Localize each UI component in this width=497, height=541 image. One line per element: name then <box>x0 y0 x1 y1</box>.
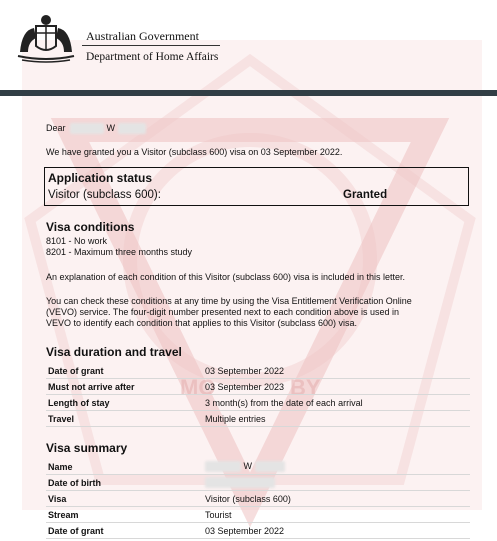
row-value: 03 September 2023 <box>203 379 470 395</box>
row-key: Length of stay <box>46 395 203 411</box>
vevo-paragraph-line: You can check these conditions at any time by using the Visa Entitlement Verification Online <box>46 296 412 306</box>
row-key: Date of grant <box>46 523 203 539</box>
table-row <box>46 523 470 539</box>
summary-title: Visa summary <box>46 441 128 455</box>
redacted-name <box>70 123 104 134</box>
row-key: Date of grant <box>46 363 203 379</box>
status-value: Granted <box>343 189 388 201</box>
row-key: Travel <box>46 411 203 427</box>
table-row <box>46 459 470 475</box>
status-label: Visitor (subclass 600): <box>48 189 161 201</box>
watermark-text-1: MO <box>180 375 216 400</box>
row-key: Stream <box>46 507 203 523</box>
row-value-name <box>203 459 470 475</box>
name-initial: W <box>243 460 253 471</box>
table-row <box>46 411 470 427</box>
row-value: 3 month(s) from the date of each arrival <box>203 395 470 411</box>
salutation <box>46 123 146 134</box>
salutation-prefix: Dear <box>46 123 66 133</box>
conditions-title: Visa conditions <box>46 220 135 234</box>
row-key: Date of birth <box>46 475 203 491</box>
table-row <box>46 507 470 523</box>
watermark-text-2: BY <box>290 375 321 400</box>
condition-item: 8101 - No work <box>46 236 108 246</box>
table-row <box>46 491 470 507</box>
row-value-dob <box>203 475 470 491</box>
table-row <box>46 395 470 411</box>
row-key: Name <box>46 459 203 475</box>
header-bar <box>0 90 497 96</box>
row-key: Must not arrive after <box>46 379 203 395</box>
status-title: Application status <box>48 171 153 185</box>
redacted-surname <box>255 461 285 472</box>
application-status-box <box>44 167 469 206</box>
redacted-surname <box>118 123 146 134</box>
table-row <box>46 475 470 491</box>
department-name: Department of Home Affairs <box>86 51 219 63</box>
row-value: Multiple entries <box>203 411 470 427</box>
conditions-explanation: An explanation of each condition of this Visitor (subclass 600) visa is included in this letter. <box>46 272 406 282</box>
row-value: 03 September 2022 <box>203 523 470 539</box>
intro-paragraph: We have granted you a Visitor (subclass 600) visa on 03 September 2022. <box>46 147 343 157</box>
row-key: Visa <box>46 491 203 507</box>
letter-header <box>0 0 497 90</box>
row-value: Tourist <box>203 507 470 523</box>
table-row <box>46 379 470 395</box>
redacted-dob <box>205 477 275 488</box>
duration-table <box>46 363 470 427</box>
vevo-paragraph-line: (VEVO) service. The four-digit number presented next to each condition above is used in <box>46 307 400 317</box>
table-row <box>46 363 470 379</box>
condition-item: 8201 - Maximum three months study <box>46 247 193 257</box>
government-name: Australian Government <box>86 29 199 43</box>
row-value: Visitor (subclass 600) <box>203 491 470 507</box>
coat-of-arms-icon <box>14 12 78 66</box>
duration-title: Visa duration and travel <box>46 345 182 359</box>
summary-table <box>46 459 470 539</box>
salutation-initial: W <box>106 123 116 133</box>
row-value: 03 September 2022 <box>203 363 470 379</box>
header-divider <box>82 45 220 46</box>
vevo-paragraph-line: VEVO to identify each condition that applies to this Visitor (subclass 600) visa. <box>46 318 357 328</box>
redacted-name <box>205 461 241 472</box>
